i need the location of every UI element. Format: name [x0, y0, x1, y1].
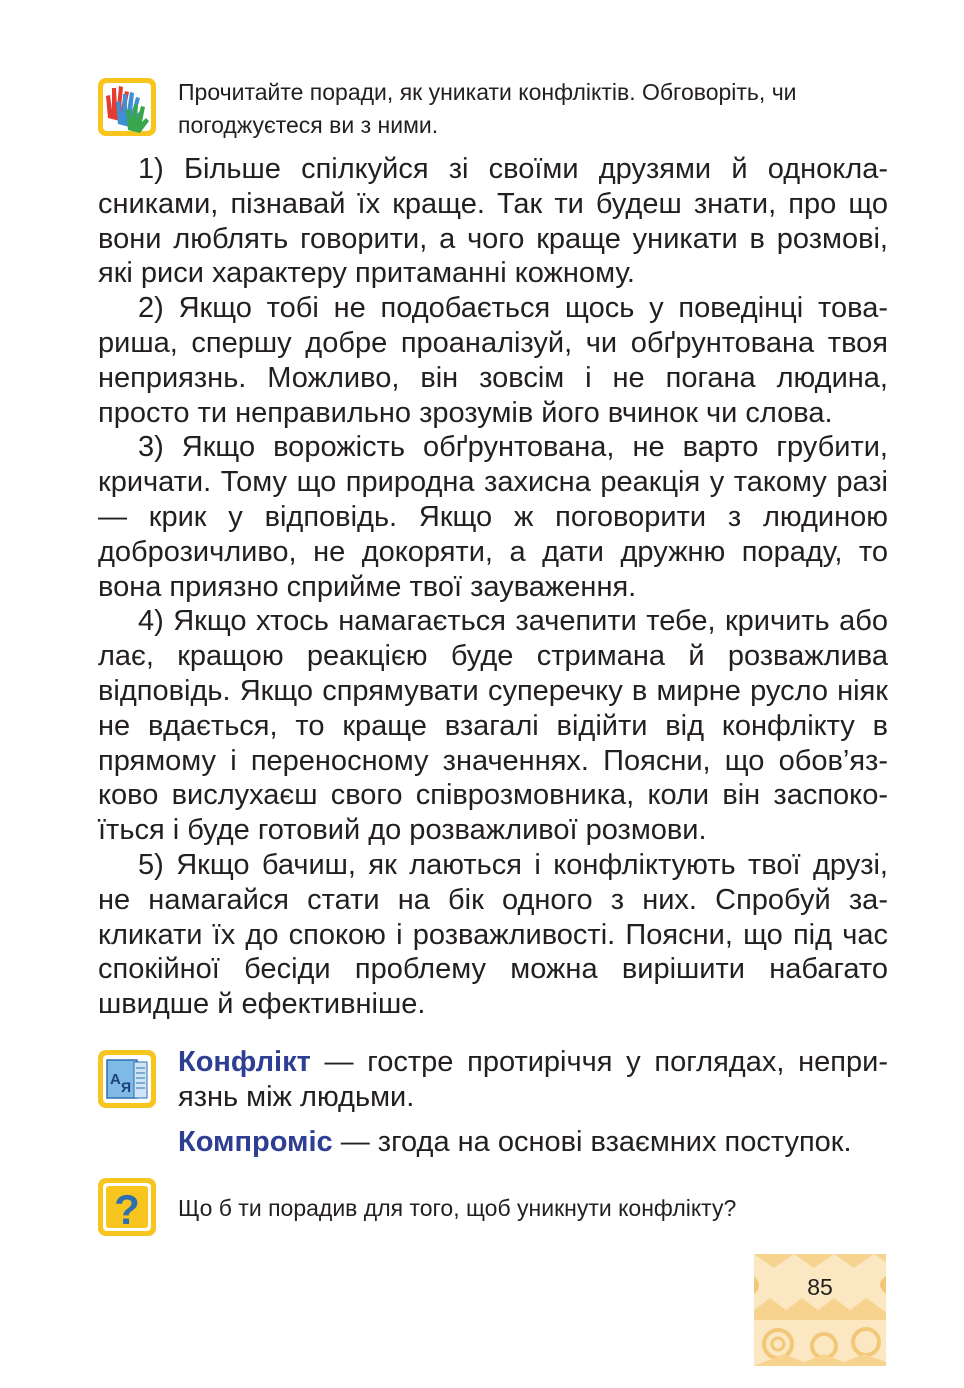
glossary-entry-conflict	[178, 1045, 888, 1115]
glossary-term: Компроміс	[178, 1126, 333, 1158]
hands-icon	[98, 78, 156, 136]
svg-text:Я: Я	[121, 1079, 132, 1095]
svg-text:А: А	[110, 1071, 121, 1088]
advice-item-4: 4) Якщо хтось намагається зачепити тебе, кричить або лає, кращою реакцією буде стримана й розважлива відповідь. Якщо спрямувати суперечку в мирне русло ніяк не вдається, то краще взагалі відійти від конфлікту в прямому і переносному значеннях. Поясни, що обов’язково вислухаєш свого співрозмовника, коли він заспокоїться і буде готовий до розважливої розмови.	[98, 605, 888, 847]
dictionary-icon	[98, 1050, 156, 1108]
svg-text:?: ?	[114, 1186, 140, 1233]
advice-item-2: 2) Якщо тобі не подобається щось у поведінці товариша, спершу добре проаналізуй, чи обґрунтована твоя неприязнь. Можливо, він зовсім і не погана людина, просто ти неправильно зрозумів його вчинок чи слова.	[98, 292, 888, 429]
glossary-definition: — згода на основі взаємних поступок.	[332, 1126, 852, 1158]
advice-item-1: 1) Більше спілкуйся зі своїми друзями й однокласниками, пізнавай їх краще. Так ти будеш знати, про що вони люблять говорити, а чого краще уникати в розмові, які риси характеру притаманні кожному.	[98, 153, 888, 290]
page-number-badge	[754, 1254, 886, 1366]
decorative-pattern	[754, 1254, 886, 1366]
question-mark-icon	[98, 1178, 156, 1236]
glossary-term: Конфлікт	[178, 1046, 311, 1078]
intro-instruction: Прочитайте поради, як уникати конфліктів. Обговоріть, чи погоджуєтеся ви з ними.	[178, 79, 797, 138]
glossary-definition: — гостре протиріччя у поглядах, неприязнь між людьми.	[178, 1046, 888, 1113]
discussion-question: Що б ти порадив для того, щоб уникнути конфлікту?	[178, 1195, 737, 1221]
advice-item-3: 3) Якщо ворожість обґрунтована, не варто грубити, кричати. Тому що природна захисна реакція у такому разі — крик у відповідь. Якщо ж поговорити з людиною доброзичливо, не докоряти, а дати дружню пораду, то вона приязно сприйме твої зауваження.	[98, 431, 888, 603]
page-number: 85	[807, 1274, 833, 1300]
glossary-entry-compromise	[178, 1125, 888, 1160]
advice-list	[98, 152, 888, 1022]
advice-item-5: 5) Якщо бачиш, як лаються і конфліктують твої друзі, не намагайся стати на бік одного з них. Спробуй закликати їх до спокою і розважливості. Поясни, що під час спокійної бесіди проблему можна вирішити набагато швидше й ефективніше.	[98, 848, 888, 1021]
